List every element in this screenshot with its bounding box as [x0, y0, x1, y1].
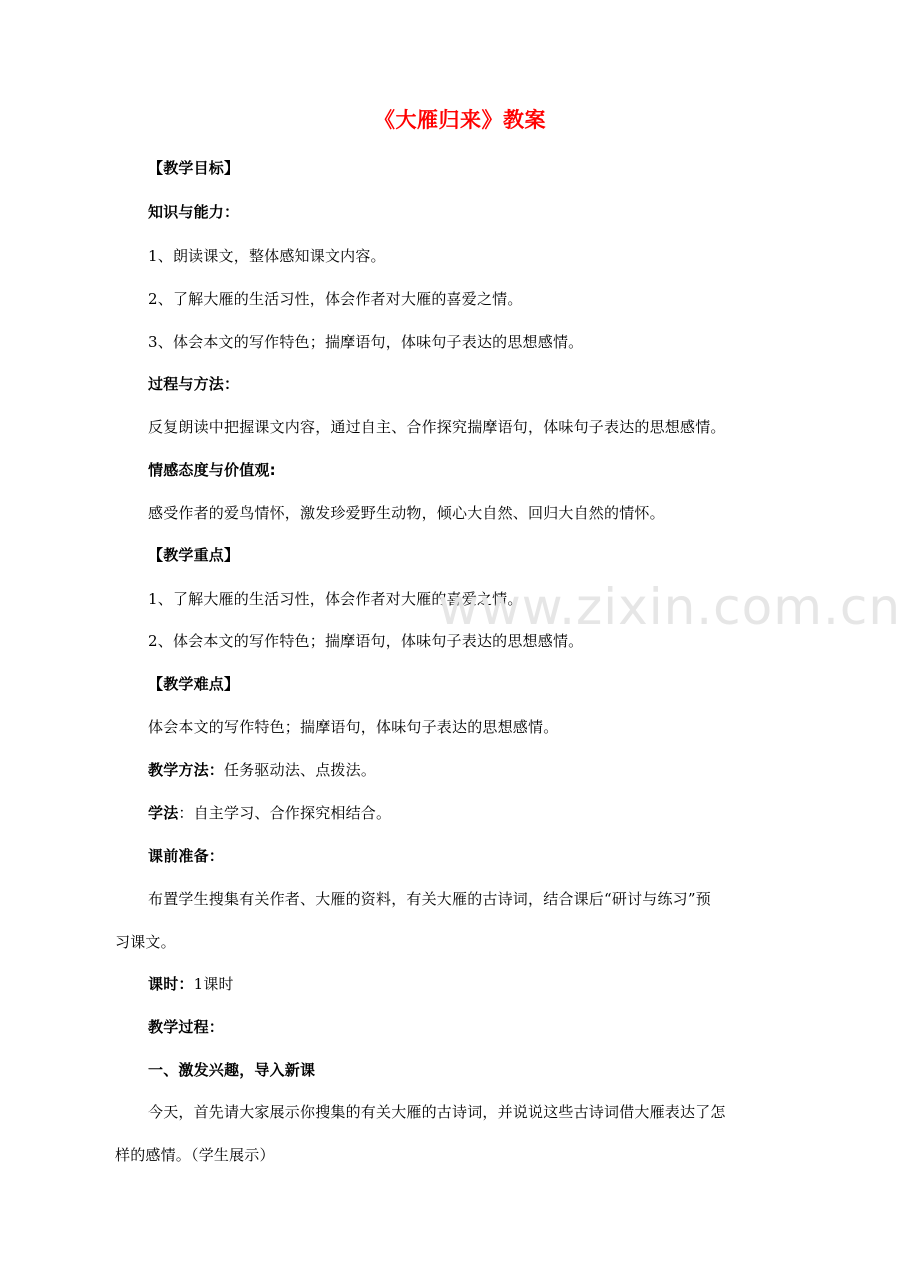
knowledge-item: 3、体会本文的写作特色；揣摩语句，体味句子表达的思想感情。 — [148, 333, 584, 351]
teaching-method-text: 任务驱动法、点拨法。 — [224, 761, 377, 779]
objectives-heading: 【教学目标】 — [148, 159, 240, 177]
knowledge-item: 1、朗读课文，整体感知课文内容。 — [148, 247, 386, 265]
emotion-heading: 情感态度与价值观: — [148, 461, 276, 479]
key-points-heading: 【教学重点】 — [148, 546, 240, 564]
document-title: 《大雁归来》教案 — [374, 108, 546, 132]
teaching-method-label: 教学方法： — [148, 761, 225, 779]
process-text: 反复朗读中把握课文内容，通过自主、合作探究揣摩语句，体味句子表达的思想感情。 — [148, 418, 726, 436]
study-method-text: ：自主学习、合作探究相结合。 — [178, 804, 392, 822]
step-one-heading: 一、激发兴趣，导入新课 — [148, 1061, 316, 1079]
step-one-text-continued: 样的感情。（学生展示） — [115, 1146, 275, 1164]
watermark: www.zixin.com.cn — [438, 578, 902, 636]
teaching-process-heading: 教学过程： — [148, 1018, 225, 1036]
preparation-text-continued: 习课文。 — [115, 933, 176, 951]
knowledge-heading: 知识与能力： — [148, 203, 240, 221]
difficulty-heading: 【教学难点】 — [148, 675, 240, 693]
study-method-label: 学法 — [148, 804, 179, 822]
step-one-text: 今天，首先请大家展示你搜集的有关大雁的古诗词，并说说这些古诗词借大雁表达了怎 — [148, 1103, 726, 1121]
knowledge-item: 2、了解大雁的生活习性，体会作者对大雁的喜爱之情。 — [148, 290, 523, 308]
preparation-text: 布置学生搜集有关作者、大雁的资料，有关大雁的古诗词，结合课后“研讨与练习”预 — [148, 890, 711, 908]
process-heading: 过程与方法： — [148, 375, 240, 393]
preparation-heading: 课前准备： — [148, 847, 225, 865]
key-point-item: 1、了解大雁的生活习性，体会作者对大雁的喜爱之情。 — [148, 590, 523, 608]
emotion-text: 感受作者的爱鸟情怀，激发珍爱野生动物，倾心大自然、回归大自然的情怀。 — [148, 504, 665, 522]
study-method-line — [148, 803, 391, 823]
class-hours-text: 1课时 — [193, 975, 234, 993]
class-hours-line — [148, 974, 234, 994]
class-hours-label: 课时： — [148, 975, 194, 993]
key-point-item: 2、体会本文的写作特色；揣摩语句，体味句子表达的思想感情。 — [148, 632, 584, 650]
teaching-method-line — [148, 760, 376, 780]
difficulty-text: 体会本文的写作特色；揣摩语句，体味句子表达的思想感情。 — [148, 718, 559, 736]
